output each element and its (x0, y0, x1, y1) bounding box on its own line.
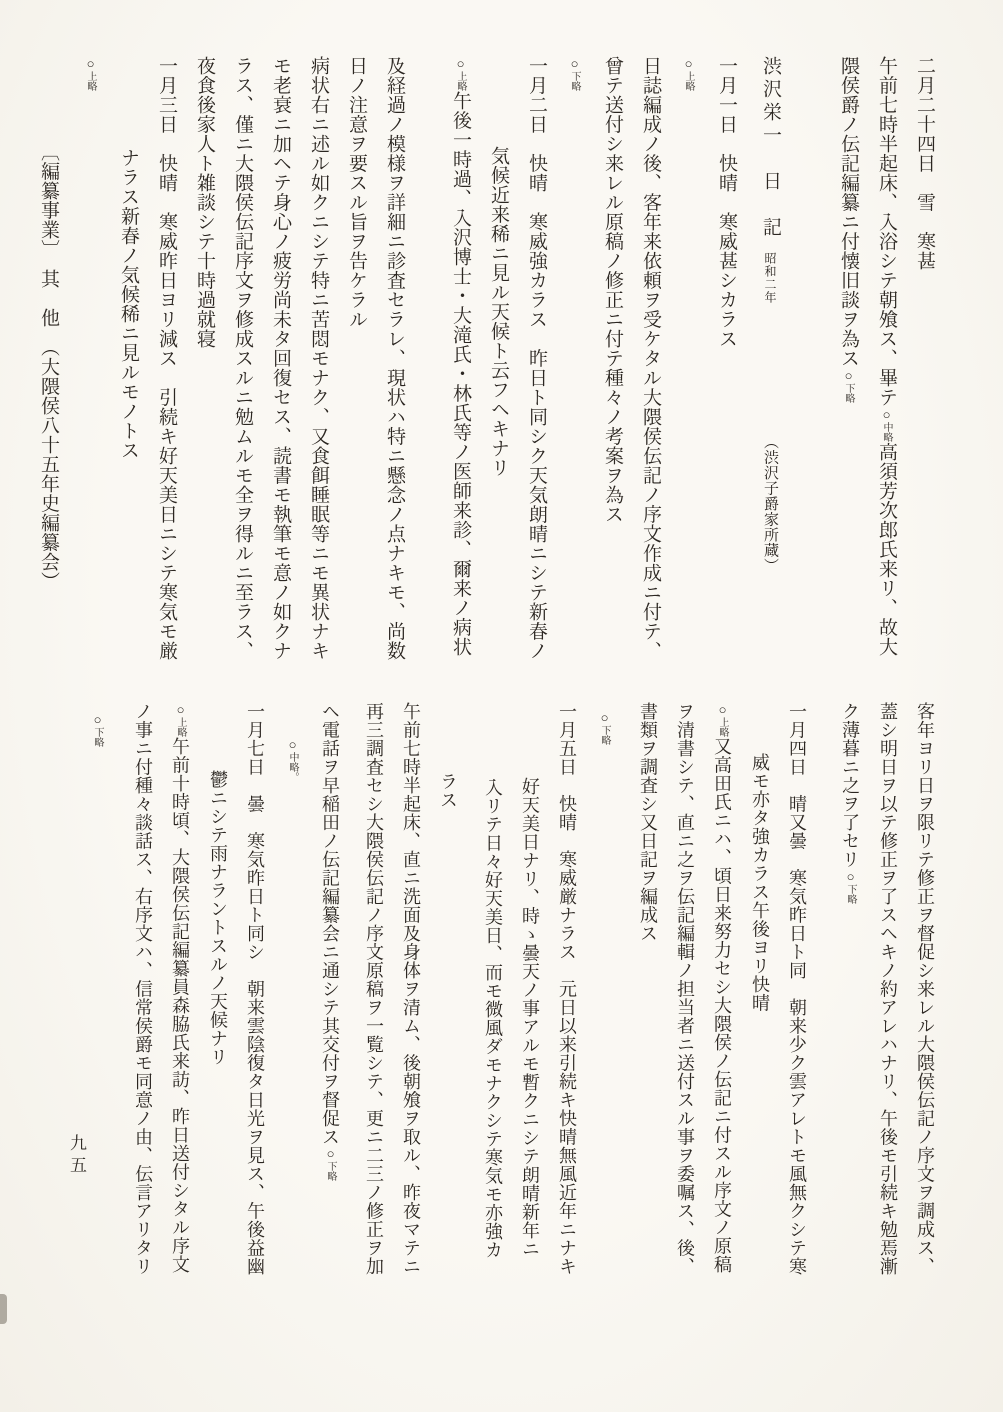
text-column (741, 702, 778, 1276)
text-column (236, 702, 273, 1276)
column-text: 一月二日 快晴 寒威強カラス 昨日ト同シク天気朗晴ニシテ新春ノ (526, 56, 547, 661)
column-text: 日誌編成ノ後、客年来依頼ヲ受ケタル大隈侯伝記ノ序文作成ニ付テ、 (640, 56, 661, 661)
text-column (147, 56, 185, 661)
column-text: 病状右ニ述ル如クニシテ特ニ苦悶モナク、又食餌睡眠等ニモ異状ナキ (308, 56, 329, 661)
text-column (355, 702, 392, 1276)
circle-glyph: ○ (841, 368, 856, 383)
omission-marker (594, 710, 614, 745)
omission-marker (87, 712, 107, 747)
text-column (429, 702, 466, 1276)
marker-label: 下略 (599, 725, 610, 745)
text-column (392, 702, 429, 1276)
marker-label: 上略 (683, 71, 694, 91)
column-text: ラス、僅ニ大隈侯伝記序文ヲ修成スルニ勉ムルモ全ヲ得ルニ至ラス、 (232, 56, 253, 661)
text-column (185, 56, 223, 661)
text-column (548, 702, 585, 1276)
text-column (629, 702, 666, 1276)
column-text: 日ノ注意ヲ要スル旨ヲ告ケラル (346, 56, 367, 329)
marker-label: 下略 (843, 383, 854, 403)
text-column (631, 56, 669, 661)
text-column (124, 702, 161, 1276)
text-column (311, 702, 349, 1276)
omission-marker (282, 737, 302, 782)
text-column (261, 56, 299, 661)
upper-text-block (29, 56, 943, 661)
text-column (78, 702, 116, 1276)
circle-glyph: ○ (90, 712, 105, 727)
scan-artifact (0, 1294, 7, 1324)
marker-label: 中略 (881, 422, 892, 442)
column-text: 午前七時半起床、直ニ洗面及身体ヲ清ム、後朝飧ヲ取ル、昨夜マテニ (401, 702, 421, 1276)
marker-label: 上略 (455, 71, 466, 91)
marker-label: 上略 (85, 71, 96, 91)
text-column (223, 56, 261, 661)
marker-label: 下略 (92, 727, 103, 747)
circle-glyph: ○ (879, 407, 894, 422)
text-column (867, 56, 905, 661)
column-text: 威モ亦タ強カラス午後ヨリ快晴 (750, 753, 770, 1012)
column-text: 午後一時過、入沢博士・大滝氏・林氏等ノ医師来診、爾来ノ病状 (450, 91, 471, 657)
circle-glyph: ○ (843, 868, 858, 884)
circle-glyph: ○ (567, 56, 582, 71)
omission-marker (840, 869, 860, 904)
text-column (273, 702, 311, 1276)
marker-label: 下略 (569, 71, 580, 91)
column-text: ラス (438, 772, 458, 809)
circle-glyph: ○ (285, 737, 300, 752)
column-text: 一月五日 快晴 寒威厳ナラス 元日以来引続キ快晴無風近年ニナキ (557, 702, 577, 1276)
column-text: ノ事ニ付種々談話ス、右序文ハ、信常侯爵モ同意ノ由、伝言アリタリ (133, 702, 153, 1276)
section-heading-column (29, 56, 67, 661)
column-text: ナラス新春ノ気候稀ニ見ルモノトス (118, 148, 139, 460)
text-column (778, 702, 815, 1276)
column-text: 一月一日 快晴 寒威甚シカラス (716, 56, 737, 349)
column-text: ヲ清書シテ、直ニ之ヲ伝記編輯ノ担当者ニ送付スル事ヲ委嘱ス、後、 (675, 702, 695, 1276)
column-text: 客年ヨリ日ヲ限リテ修正ヲ督促シ来レル大隈侯伝記ノ序文ヲ調成ス、 (915, 702, 935, 1276)
text-column (375, 56, 413, 661)
text-column (161, 702, 199, 1276)
omission-marker (712, 702, 732, 737)
column-text: 午前七時半起床、入浴シテ朝飧ス、畢テ (876, 56, 897, 407)
text-column (441, 56, 479, 661)
column-text: 又高田氏ニハ、頃日来努力セシ大隈侯ノ伝記ニ付スル序文ノ原稿 (712, 737, 732, 1274)
marker-label: 上略 (717, 717, 728, 737)
text-column (906, 702, 943, 1276)
text-column (669, 56, 707, 661)
circle-glyph: ○ (715, 702, 730, 717)
column-text: 蓋シ明日ヲ以テ修正ヲ了スヘキノ約アレハナリ、午後モ引続キ勉焉漸 (878, 702, 898, 1276)
column-text: 曾テ送付シ来レル原稿ノ修正ニ付テ種々ノ考案ヲ為ス (602, 56, 623, 524)
column-text: 再三調査セシ大隈侯伝記ノ序文原稿ヲ一覧シテ、更ニ二三ノ修正ヲ加 (364, 702, 384, 1276)
page-number: 九五 (67, 1134, 86, 1178)
source-title-column (751, 56, 789, 661)
text-column (707, 56, 745, 661)
omission-marker (80, 56, 101, 91)
omission-marker (320, 1146, 340, 1181)
text-column (71, 56, 109, 661)
text-column (337, 56, 375, 661)
column-text: 一月七日 曇 寒気昨日ト同シ 朝来雲陰復タ日光ヲ見ス、午後益幽 (245, 702, 265, 1276)
circle-glyph: ○ (453, 56, 468, 71)
column-text: モ老衰ニ加ヘテ身心ノ疲労尚未タ回復セス、読書モ執筆モ意ノ如クナ (270, 56, 291, 661)
circle-glyph: ○ (83, 56, 98, 71)
column-text: 書類ヲ調査シ又日記ヲ編成ス (638, 702, 658, 943)
text-column (109, 56, 147, 661)
text-column (199, 702, 236, 1276)
column-text: 一月三日 快晴 寒威昨日ヨリ減ス 引続キ好天美日ニシテ寒気モ厳 (156, 56, 177, 661)
text-column (905, 56, 943, 661)
column-text: 及経過ノ模様ヲ詳細ニ診査セラレ、現状ハ特ニ懸念ノ点ナキモ、尚数 (384, 56, 405, 661)
text-column (869, 702, 906, 1276)
text-column (593, 56, 631, 661)
lower-text-block (78, 702, 943, 1276)
column-text: 夜食後家人ト雑談シテ十時過就寝 (194, 56, 215, 349)
column-text: 気候近来稀ニ見ル天候ト云フヘキナリ (488, 146, 509, 478)
column-text: 鬱ニシテ雨ナラントスルノ天候ナリ (208, 770, 228, 1066)
omission-marker (678, 56, 699, 91)
marker-label: 上略 (175, 717, 186, 737)
column-text: 二月二十四日 雪 寒甚 (914, 56, 935, 271)
spacer (770, 304, 771, 434)
column-text: 好天美日ナリ、時ゝ曇天ノ事アルモ暫クニシテ朗晴新年ニ (520, 777, 540, 1258)
marker-label: 下略 (325, 1161, 336, 1181)
column-text: ヘ電話ヲ早稲田ノ伝記編纂会ニ通シテ其交付ヲ督促ス (320, 702, 340, 1146)
text-column (555, 56, 593, 661)
omission-marker (450, 56, 471, 91)
text-column (479, 56, 517, 661)
source-year: 昭和二年 (763, 252, 777, 304)
omission-marker (876, 407, 897, 442)
omission-marker (838, 368, 859, 403)
marker-label: 中略。 (287, 752, 298, 782)
text-column (666, 702, 703, 1276)
column-text: 入リテ日々好天美日、而モ微風ダモナクシテ寒気モ亦強カ (483, 778, 503, 1259)
source-title: 渋沢栄一 日 記 (760, 56, 781, 240)
circle-glyph: ○ (681, 56, 696, 71)
text-column (831, 702, 869, 1276)
text-column (517, 56, 555, 661)
column-text: 高須芳次郎氏来リ、故大 (876, 442, 897, 657)
column-text: 一月四日 晴又曇 寒気昨日ト同 朝来少ク雲アレトモ風無クシテ寒 (787, 702, 807, 1276)
omission-marker (170, 702, 190, 737)
circle-glyph: ○ (173, 702, 188, 717)
column-text: ク薄暮ニ之ヲ了セリ (840, 702, 860, 869)
column-text: 隈侯爵ノ伝記編纂ニ付懐旧談ヲ為ス (838, 56, 859, 368)
text-column (474, 702, 511, 1276)
text-column (829, 56, 867, 661)
marker-label: 下略 (845, 883, 856, 904)
column-text: 午前十時頃、大隈侯伝記編纂員森脇氏来訪、昨日送付シタル序文 (170, 737, 190, 1274)
text-column (511, 702, 548, 1276)
source-holder: （渋沢子爵家所蔵） (762, 434, 778, 574)
column-text: 〔編纂事業〕 其 他 （大隈侯八十五年史編纂会） (38, 142, 59, 591)
text-column (703, 702, 741, 1276)
text-column (299, 56, 337, 661)
circle-glyph: ○ (323, 1146, 338, 1161)
omission-marker (564, 56, 585, 91)
text-column (585, 702, 623, 1276)
circle-glyph: ○ (597, 710, 612, 725)
